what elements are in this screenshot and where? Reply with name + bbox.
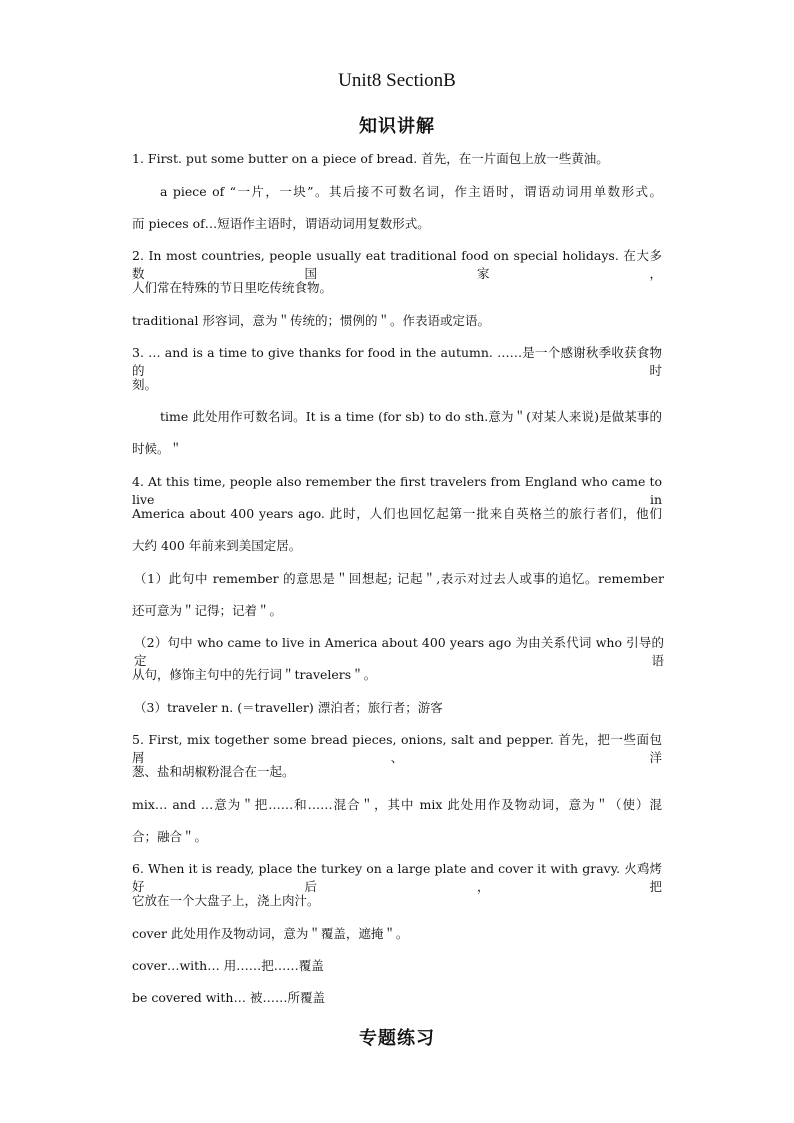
text-line: （2）句中 who came to live in America about 400 years ago 为由关系代词 who 引导的定语: [134, 635, 664, 668]
text-line: 1. First. put some butter on a piece of bread. 首先，在一片面包上放一些黄油。: [132, 151, 609, 166]
text-line: 而 pieces of…短语作主语时，谓语动词用复数形式。: [132, 216, 430, 231]
text-line: 葱、盐和胡椒粉混合在一起。: [132, 764, 295, 779]
text-line: mix… and …意为＂把……和……混合＂，其中 mix 此处用作及物动词，意为＂（使）混: [132, 797, 662, 812]
text-line: 从句，修饰主句中的先行词＂travelers＂。: [132, 667, 377, 682]
text-line: America about 400 years ago. 此时，人们也回忆起第一批来自英格兰的旅行者们，他们: [132, 506, 662, 521]
page-title: Unit8 SectionB: [338, 70, 456, 91]
text-line: 还可意为＂记得；记着＂。: [132, 603, 283, 618]
text-line: 3. … and is a time to give thanks for food in the autumn. ……是一个感谢秋季收获食物的时: [132, 345, 662, 378]
text-line: 它放在一个大盘子上，浇上肉汁。: [132, 893, 320, 908]
text-line: cover 此处用作及物动词，意为＂覆盖，遮掩＂。: [132, 926, 409, 941]
text-line: a piece of “一片，一块”。其后接不可数名词，作主语时，谓语动词用单数形式。: [160, 184, 662, 199]
knowledge-heading: 知识讲解: [359, 116, 435, 137]
text-line: 5. First, mix together some bread pieces, onions, salt and pepper. 首先，把一些面包屑、洋: [132, 732, 662, 765]
text-line: 4. At this time, people also remember the first travelers from England who came to live in: [132, 474, 662, 507]
text-line: 2. In most countries, people usually eat traditional food on special holidays. 在大多数国家，: [132, 248, 662, 281]
practice-heading: 专题练习: [359, 1028, 435, 1049]
text-line: 时候。＂: [132, 441, 183, 456]
text-line: 人们常在特殊的节日里吃传统食物。: [132, 280, 333, 295]
text-line: time 此处用作可数名词。It is a time (for sb) to do sth.意为＂(对某人来说)是做某事的: [160, 409, 662, 424]
text-line: cover…with… 用……把……覆盖: [132, 958, 324, 973]
text-line: 6. When it is ready, place the turkey on a large plate and cover it with gravy. 火鸡烤好后，把: [132, 861, 662, 894]
text-line: 大约 400 年前来到美国定居。: [132, 538, 302, 553]
text-line: be covered with… 被……所覆盖: [132, 990, 325, 1005]
text-line: 刻。: [132, 377, 158, 392]
text-line: （1）此句中 remember 的意思是＂回想起; 记起＂,表示对过去人或事的追忆。remember: [134, 571, 664, 586]
text-line: 合；融合＂。: [132, 829, 208, 844]
text-line: （3）traveler n. (＝traveller) 漂泊者；旅行者；游客: [134, 700, 443, 715]
text-line: traditional 形容词，意为＂传统的；惯例的＂。作表语或定语。: [132, 313, 490, 328]
